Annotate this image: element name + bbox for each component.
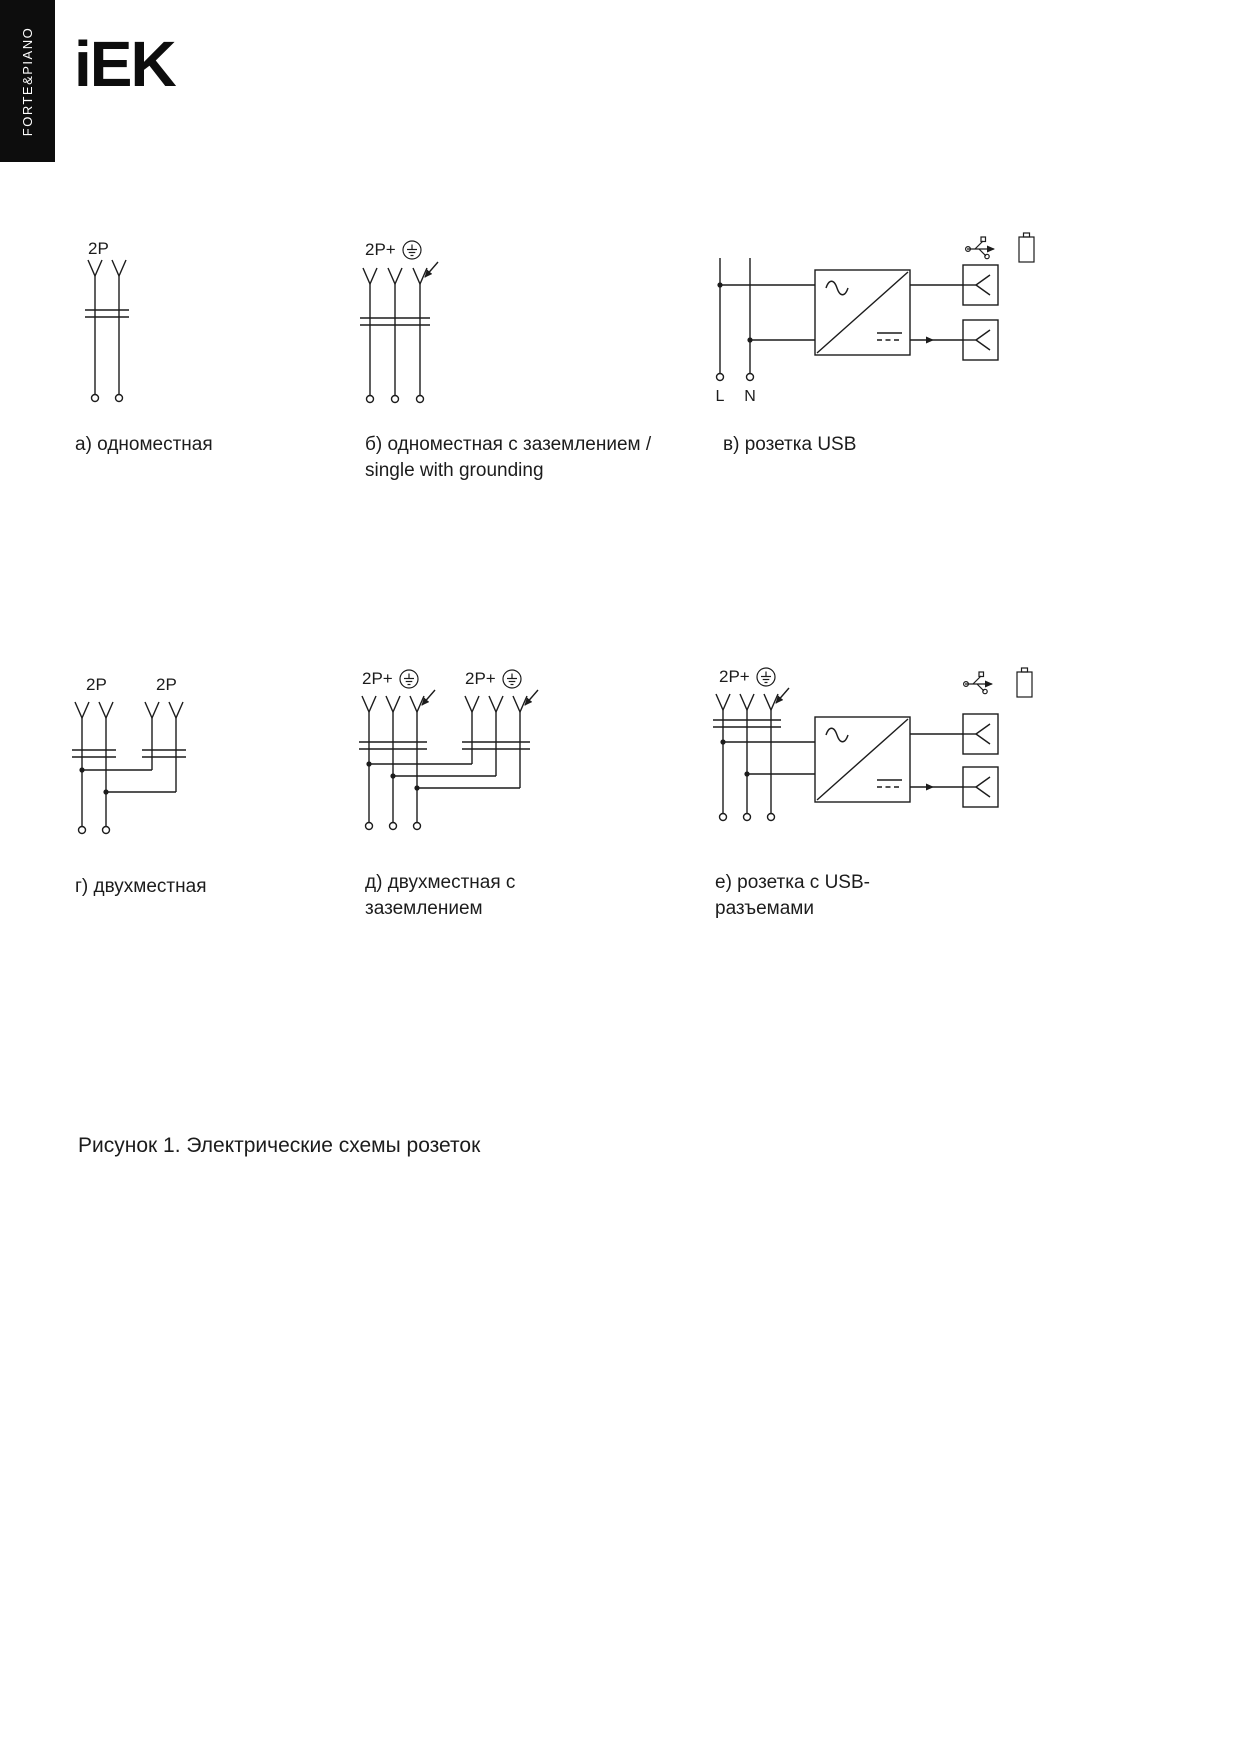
pole-label: 2P+ (465, 669, 496, 688)
terminal (392, 396, 399, 403)
neutral-label: N (744, 388, 756, 405)
junction-dot (79, 767, 84, 772)
terminal (103, 827, 110, 834)
battery-icon (1019, 233, 1034, 262)
pole-label: 2P (86, 675, 107, 694)
diagram-e-schematic (703, 658, 1048, 853)
pole-label: 2P+ (362, 669, 393, 688)
diagram-a-schematic (70, 232, 190, 422)
terminal (116, 395, 123, 402)
series-sidebar (0, 0, 55, 162)
socket-usb-circuit (713, 688, 998, 821)
pole-label: 2P+ (719, 667, 750, 686)
grounding-icon (757, 668, 775, 686)
line-label: L (715, 388, 725, 405)
terminal-l (717, 374, 724, 381)
diagram-d-schematic (352, 662, 552, 847)
grounding-icon (503, 670, 521, 688)
terminal (768, 814, 775, 821)
usb-socket-circuit (717, 258, 999, 381)
series-label: FORTE&PIANO (20, 26, 36, 136)
diagram-d-caption: д) двухместная с заземлением (365, 872, 516, 919)
diagram-e-caption: е) розетка с USB-разъемами (715, 872, 870, 919)
socket-double-grounded-symbol (359, 690, 538, 830)
pole-label: 2P (156, 675, 177, 694)
junction-dot (103, 789, 108, 794)
diagram-b-caption: б) одноместная с заземлением / single with grounding (365, 434, 652, 481)
usb-icon (964, 672, 992, 694)
usb-icon (966, 237, 994, 259)
terminal (744, 814, 751, 821)
grounding-icon (400, 670, 418, 688)
diagram-v-schematic (705, 225, 1050, 420)
terminal (417, 396, 424, 403)
ac-sine-symbol (826, 281, 848, 295)
terminal-n (747, 374, 754, 381)
socket-single-symbol (85, 260, 129, 402)
pole-label: 2P+ (365, 240, 396, 259)
terminal (720, 814, 727, 821)
battery-icon (1017, 668, 1032, 697)
terminal (390, 823, 397, 830)
diagram-g-caption: г) двухместная (75, 876, 207, 897)
grounding-icon (403, 241, 421, 259)
diagram-a-caption: а) одноместная (75, 434, 213, 455)
pole-label: 2P (88, 239, 109, 258)
iek-logo: iEK (74, 28, 175, 100)
figure-caption: Рисунок 1. Электрические схемы розеток (78, 1134, 481, 1157)
socket-single-grounded-symbol (360, 262, 438, 403)
junction-dot (390, 773, 395, 778)
terminal (366, 823, 373, 830)
junction-dot (366, 761, 371, 766)
ac-sine-symbol (826, 728, 848, 742)
socket-double-symbol (72, 702, 186, 834)
terminal (367, 396, 374, 403)
terminal (79, 827, 86, 834)
diagram-v-caption: в) розетка USB (723, 434, 857, 455)
diagram-g-schematic (68, 666, 218, 846)
terminal (414, 823, 421, 830)
diagram-b-schematic (355, 225, 515, 425)
terminal (92, 395, 99, 402)
junction-dot (414, 785, 419, 790)
